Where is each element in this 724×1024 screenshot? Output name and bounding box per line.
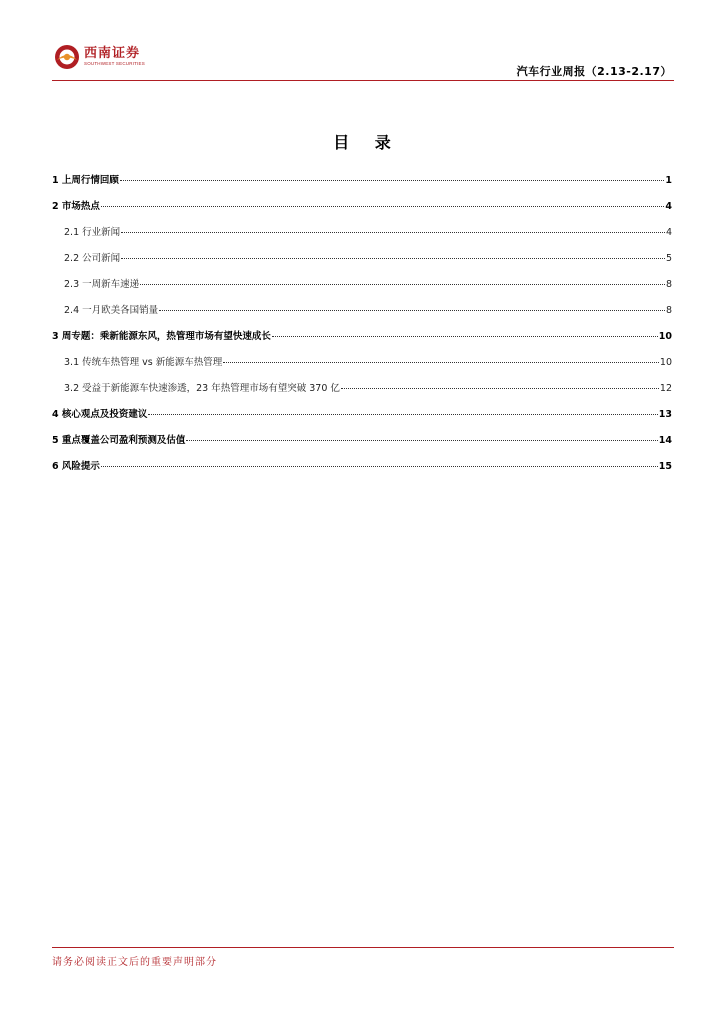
report-title: 汽车行业周报（2.13-2.17） (516, 65, 672, 78)
toc-entry-page[interactable]: 4 (665, 227, 672, 238)
toc-entry-label[interactable]: 2.1 行业新闻 (64, 227, 121, 238)
toc-leader-dots (121, 258, 665, 259)
toc-leader-dots (101, 466, 658, 467)
toc-entry[interactable] (52, 172, 672, 198)
toc-entry-label[interactable]: 3 周专题：乘新能源东风，热管理市场有望快速成长 (52, 331, 271, 342)
toc-entry[interactable] (52, 432, 672, 458)
company-logo (54, 44, 145, 70)
toc-entry-page[interactable]: 15 (658, 461, 672, 472)
toc-entry-label[interactable]: 3.2 受益于新能源车快速渗透，23 年热管理市场有望突破 370 亿 (64, 383, 340, 394)
toc-leader-dots (186, 440, 657, 441)
logo-english-name: SOUTHWEST SECURITIES (84, 61, 145, 67)
toc-leader-dots (159, 310, 665, 311)
toc-entry-label[interactable]: 6 风险提示 (52, 461, 100, 472)
toc-entry[interactable] (52, 380, 672, 406)
toc-leader-dots (272, 336, 658, 337)
toc-entry-page[interactable]: 13 (658, 409, 672, 420)
toc-entry-page[interactable]: 8 (665, 305, 672, 316)
toc-leader-dots (101, 206, 664, 207)
toc-entry[interactable] (52, 250, 672, 276)
toc-entry-label[interactable]: 3.1 传统车热管理 vs 新能源车热管理 (64, 357, 223, 368)
toc-entry-page[interactable]: 12 (659, 383, 672, 394)
toc-entry[interactable] (52, 302, 672, 328)
toc-entry-label[interactable]: 4 核心观点及投资建议 (52, 409, 148, 420)
toc-entry-page[interactable]: 14 (658, 435, 672, 446)
header-divider (52, 80, 674, 81)
toc-leader-dots (140, 284, 665, 285)
toc-entry[interactable] (52, 224, 672, 250)
toc-entry[interactable] (52, 276, 672, 302)
toc-entry[interactable] (52, 406, 672, 432)
toc-entry-page[interactable]: 10 (658, 331, 672, 342)
toc-entry-page[interactable]: 4 (665, 201, 672, 212)
toc-entry-label[interactable]: 5 重点覆盖公司盈利预测及估值 (52, 435, 186, 446)
logo-icon (54, 44, 80, 70)
logo-chinese-name: 西南证券 (84, 46, 141, 62)
toc-entry[interactable] (52, 458, 672, 484)
page-header (0, 0, 724, 82)
toc-entry-label[interactable]: 2.4 一月欧美各国销量 (64, 305, 159, 316)
toc-leader-dots (341, 388, 659, 389)
toc-leader-dots (120, 180, 664, 181)
table-of-contents (52, 172, 672, 484)
toc-leader-dots (148, 414, 657, 415)
toc-entry-label[interactable]: 1 上周行情回顾 (52, 175, 119, 186)
toc-entry-page[interactable]: 5 (665, 253, 672, 264)
toc-entry-label[interactable]: 2.3 一周新车速递 (64, 279, 140, 290)
toc-entry-label[interactable]: 2 市场热点 (52, 201, 100, 212)
toc-entry[interactable] (52, 328, 672, 354)
toc-entry-page[interactable]: 10 (659, 357, 672, 368)
toc-entry-page[interactable]: 8 (665, 279, 672, 290)
footer-disclaimer: 请务必阅读正文后的重要声明部分 (52, 957, 217, 968)
toc-leader-dots (121, 232, 665, 233)
toc-entry[interactable] (52, 354, 672, 380)
toc-entry-label[interactable]: 2.2 公司新闻 (64, 253, 121, 264)
toc-entry[interactable] (52, 198, 672, 224)
toc-title: 目 录 (333, 133, 401, 152)
footer-divider (52, 947, 674, 948)
toc-leader-dots (223, 362, 659, 363)
toc-entry-page[interactable]: 1 (665, 175, 672, 186)
